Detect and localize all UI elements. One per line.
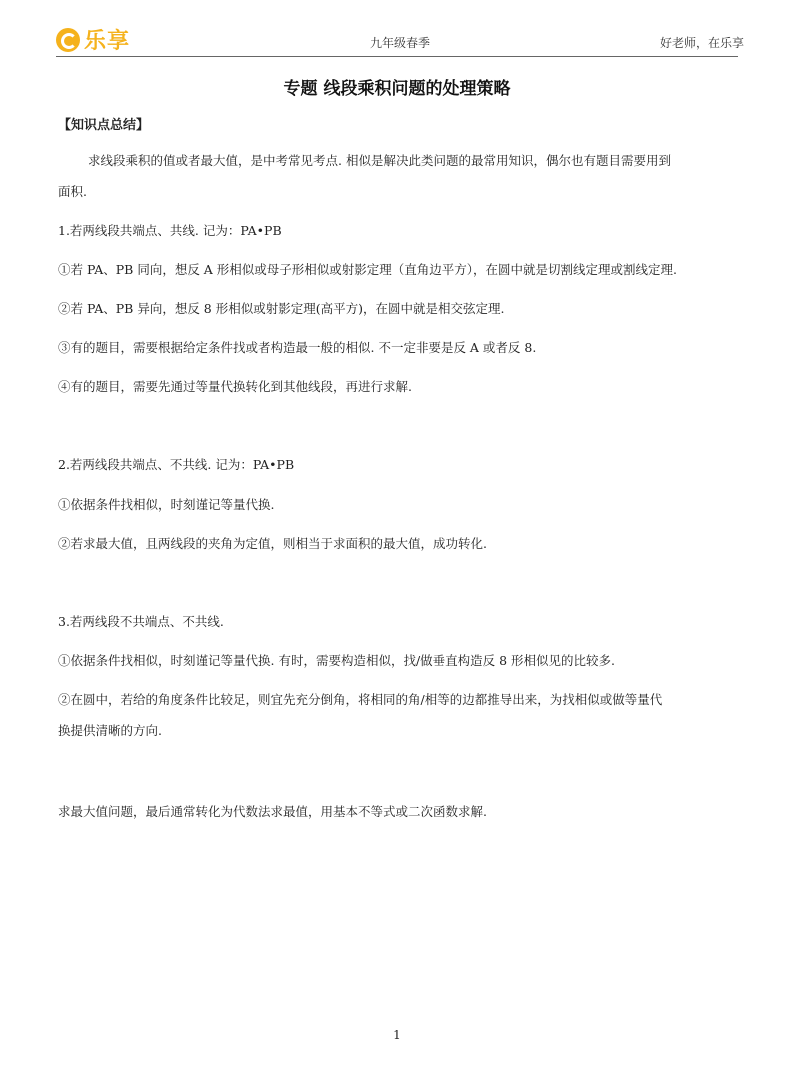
- page-header: [0, 0, 794, 60]
- section-heading: 【知识点总结】: [58, 118, 150, 133]
- case2-heading: 2.若两线段共端点、不共线. 记为：PA•PB: [58, 457, 295, 472]
- logo-text: 乐享: [84, 29, 131, 54]
- case1-item: ④有的题目，需要先通过等量代换转化到其他线段，再进行求解.: [58, 379, 412, 394]
- intro-line-2: 面积.: [58, 184, 87, 199]
- grade-label: 九年级春季: [370, 36, 431, 50]
- case3-item: ②在圆中，若给的角度条件比较足，则宜先充分倒角，将相同的角/相等的边都推导出来，为找相似或做等量代: [58, 692, 663, 707]
- logo: [56, 24, 130, 55]
- case3-item: ①依据条件找相似，时刻谨记等量代换. 有时，需要构造相似，找/做垂直构造反 8 形相似见的比较多.: [58, 653, 616, 668]
- intro-line-1: 求线段乘积的值或者最大值，是中考常见考点. 相似是解决此类问题的最常用知识，偶尔也有题目需要用到: [88, 153, 671, 168]
- slogan: 好老师，在乐享: [659, 36, 744, 50]
- case1-heading: 1.若两线段共端点、共线. 记为：PA•PB: [58, 223, 282, 238]
- page-title: 专题 线段乘积问题的处理策略: [283, 79, 511, 99]
- logo-icon: [56, 28, 80, 52]
- case1-item: ②若 PA、PB 异向，想反 8 形相似或射影定理(高平方)，在圆中就是相交弦定理.: [58, 301, 505, 316]
- case3-item-continued: 换提供清晰的方向.: [58, 723, 162, 738]
- case1-item: ③有的题目，需要根据给定条件找或者构造最一般的相似. 不一定非要是反 A 或者反 8.: [58, 340, 537, 355]
- case3-heading: 3.若两线段不共端点、不共线.: [58, 614, 224, 629]
- case1-item: ①若 PA、PB 同向，想反 A 形相似或母子形相似或射影定理（直角边平方），在圆中就是切割线定理或割线定理.: [58, 262, 678, 277]
- header-divider: [56, 56, 738, 57]
- conclusion: 求最大值问题，最后通常转化为代数法求最值，用基本不等式或二次函数求解.: [58, 804, 487, 819]
- case2-item: ②若求最大值，且两线段的夹角为定值，则相当于求面积的最大值，成功转化.: [58, 536, 487, 551]
- case2-item: ①依据条件找相似，时刻谨记等量代换.: [58, 497, 275, 512]
- page-number: 1: [393, 1028, 401, 1042]
